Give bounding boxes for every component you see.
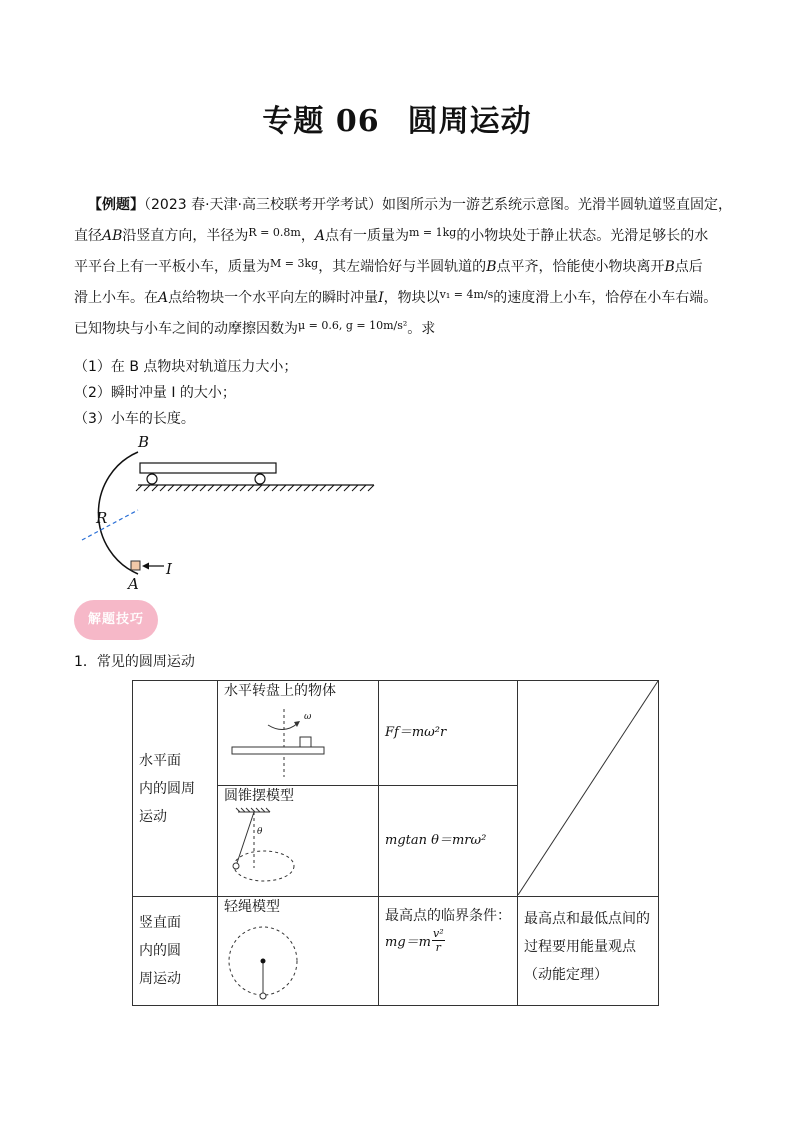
text: A (314, 228, 325, 244)
block-A (131, 561, 140, 570)
text: 平平台上有一平板小车，质量为 (74, 259, 270, 275)
text: ，其左端恰好与半圆轨道的 (318, 259, 487, 275)
example-line1: （2023 春·天津·高三校联考开学考试）如图所示为一游艺系统示意图。光滑半圆轨道竖直固定， (144, 197, 732, 213)
page-title (0, 96, 794, 140)
model-title: 圆锥摆模型 (224, 788, 294, 804)
circular-motion-table (132, 680, 659, 1006)
question-1: （1）在 B 点物块对轨道压力大小； (74, 359, 298, 375)
text: 最高点和最低点间的 (524, 911, 650, 927)
label-theta: θ (257, 827, 263, 837)
critical-formula (379, 927, 517, 954)
radius-line (82, 510, 138, 540)
conical-pendulum-figure (218, 806, 368, 892)
diagonal-line (518, 681, 658, 895)
ground-hatch (136, 485, 374, 491)
row-head-vertical (133, 897, 218, 1006)
text: 沿竖直方向，半径为 (122, 228, 249, 244)
question-2: （2）瞬时冲量 I 的大小； (74, 385, 236, 401)
label-B: B (138, 433, 150, 451)
formula-turntable (379, 681, 518, 786)
text: （动能定理） (524, 967, 608, 983)
title-part1: 专题 06 (262, 104, 380, 139)
equation-v1: v₁ = 4m/s (439, 288, 494, 301)
text: 的小物块处于静止状态。光滑足够长的水 (456, 228, 709, 244)
text: 周运动 (139, 971, 181, 987)
model-conical-pendulum (218, 786, 379, 897)
text: 点给物块一个水平向左的瞬时冲量 (168, 290, 379, 306)
text: 点有一质量为 (324, 228, 409, 244)
formula: Ff＝mω²r (385, 725, 447, 740)
rope-ball (260, 993, 266, 999)
label-R: R (96, 509, 108, 527)
text: B (486, 259, 497, 275)
text: 内的圆周 (139, 780, 195, 797)
question-list (74, 354, 297, 432)
empty-diagonal-cell (518, 681, 659, 897)
equation-mu: μ = 0.6, g = 10m/s² (298, 319, 408, 332)
example-tag: 【例题】 (88, 197, 144, 213)
condition-label: 最高点的临界条件： (385, 908, 511, 924)
section-heading: 1．常见的圆周运动 (74, 654, 195, 670)
impulse-arrowhead (142, 563, 149, 570)
orbit (234, 851, 294, 881)
text: 直径 (74, 228, 102, 244)
fraction (432, 927, 445, 954)
text: 已知物块与小车之间的动摩擦因数为 (74, 321, 298, 337)
rotation-arrowhead (294, 721, 300, 727)
label-I: I (166, 560, 172, 578)
equation-m: m = 1kg (408, 226, 457, 239)
formula: mgtan θ＝mrω² (385, 833, 487, 848)
cart-wheel-left (147, 474, 157, 484)
model-turntable (218, 681, 379, 786)
table-row (133, 681, 659, 786)
table-row (133, 897, 659, 1006)
string (236, 812, 254, 866)
formula-conical (379, 786, 518, 897)
turntable-disk (232, 747, 324, 754)
example-figure (60, 430, 390, 595)
example-paragraph (74, 191, 734, 343)
ceiling-hatch (236, 808, 270, 812)
text: 运动 (139, 808, 167, 825)
turntable-figure (218, 701, 368, 781)
text: 水平面 (139, 752, 181, 769)
text: I (378, 290, 384, 306)
text: 点平齐，恰能使小物块离开 (496, 259, 665, 275)
text: B (664, 259, 675, 275)
rotation-arrow (268, 723, 298, 730)
center-point (261, 959, 266, 964)
text: ， (300, 228, 315, 244)
cart-board (140, 463, 276, 473)
text: ，物块以 (383, 290, 440, 306)
text: 过程要用能量观点 (524, 939, 636, 955)
pendulum-bob (233, 863, 239, 869)
question-3: （3）小车的长度。 (74, 411, 195, 427)
equation-M: M = 3kg (270, 257, 319, 270)
model-title: 水平转盘上的物体 (224, 683, 336, 699)
critical-condition (379, 897, 518, 1006)
diagonal (518, 681, 658, 895)
tips-badge: 解题技巧 (74, 600, 158, 640)
text: 滑上小车。在 (74, 290, 158, 306)
text: A (158, 290, 169, 306)
label-omega: ω (304, 712, 312, 722)
equation-R: R = 0.8m (248, 226, 301, 239)
text: 的速度滑上小车，恰停在小车右端。 (493, 290, 718, 306)
model-light-rope (218, 897, 379, 1006)
model-title: 轻绳模型 (224, 899, 280, 915)
row-head-horizontal (133, 681, 218, 897)
fraction-numerator: v² (432, 927, 444, 940)
text: 。求 (407, 321, 436, 337)
cart-wheel-right (255, 474, 265, 484)
formula-lhs: mg＝m (385, 935, 431, 950)
text: AB (102, 228, 123, 244)
fraction-denominator: r (435, 941, 441, 954)
energy-note (518, 897, 659, 1006)
title-part2: 圆周运动 (407, 104, 532, 139)
object-block (300, 737, 311, 747)
text: 竖直面 (139, 915, 181, 931)
text: 点后 (674, 259, 703, 275)
light-rope-figure (218, 917, 368, 1001)
label-A: A (128, 575, 139, 593)
text: 内的圆 (139, 943, 181, 959)
